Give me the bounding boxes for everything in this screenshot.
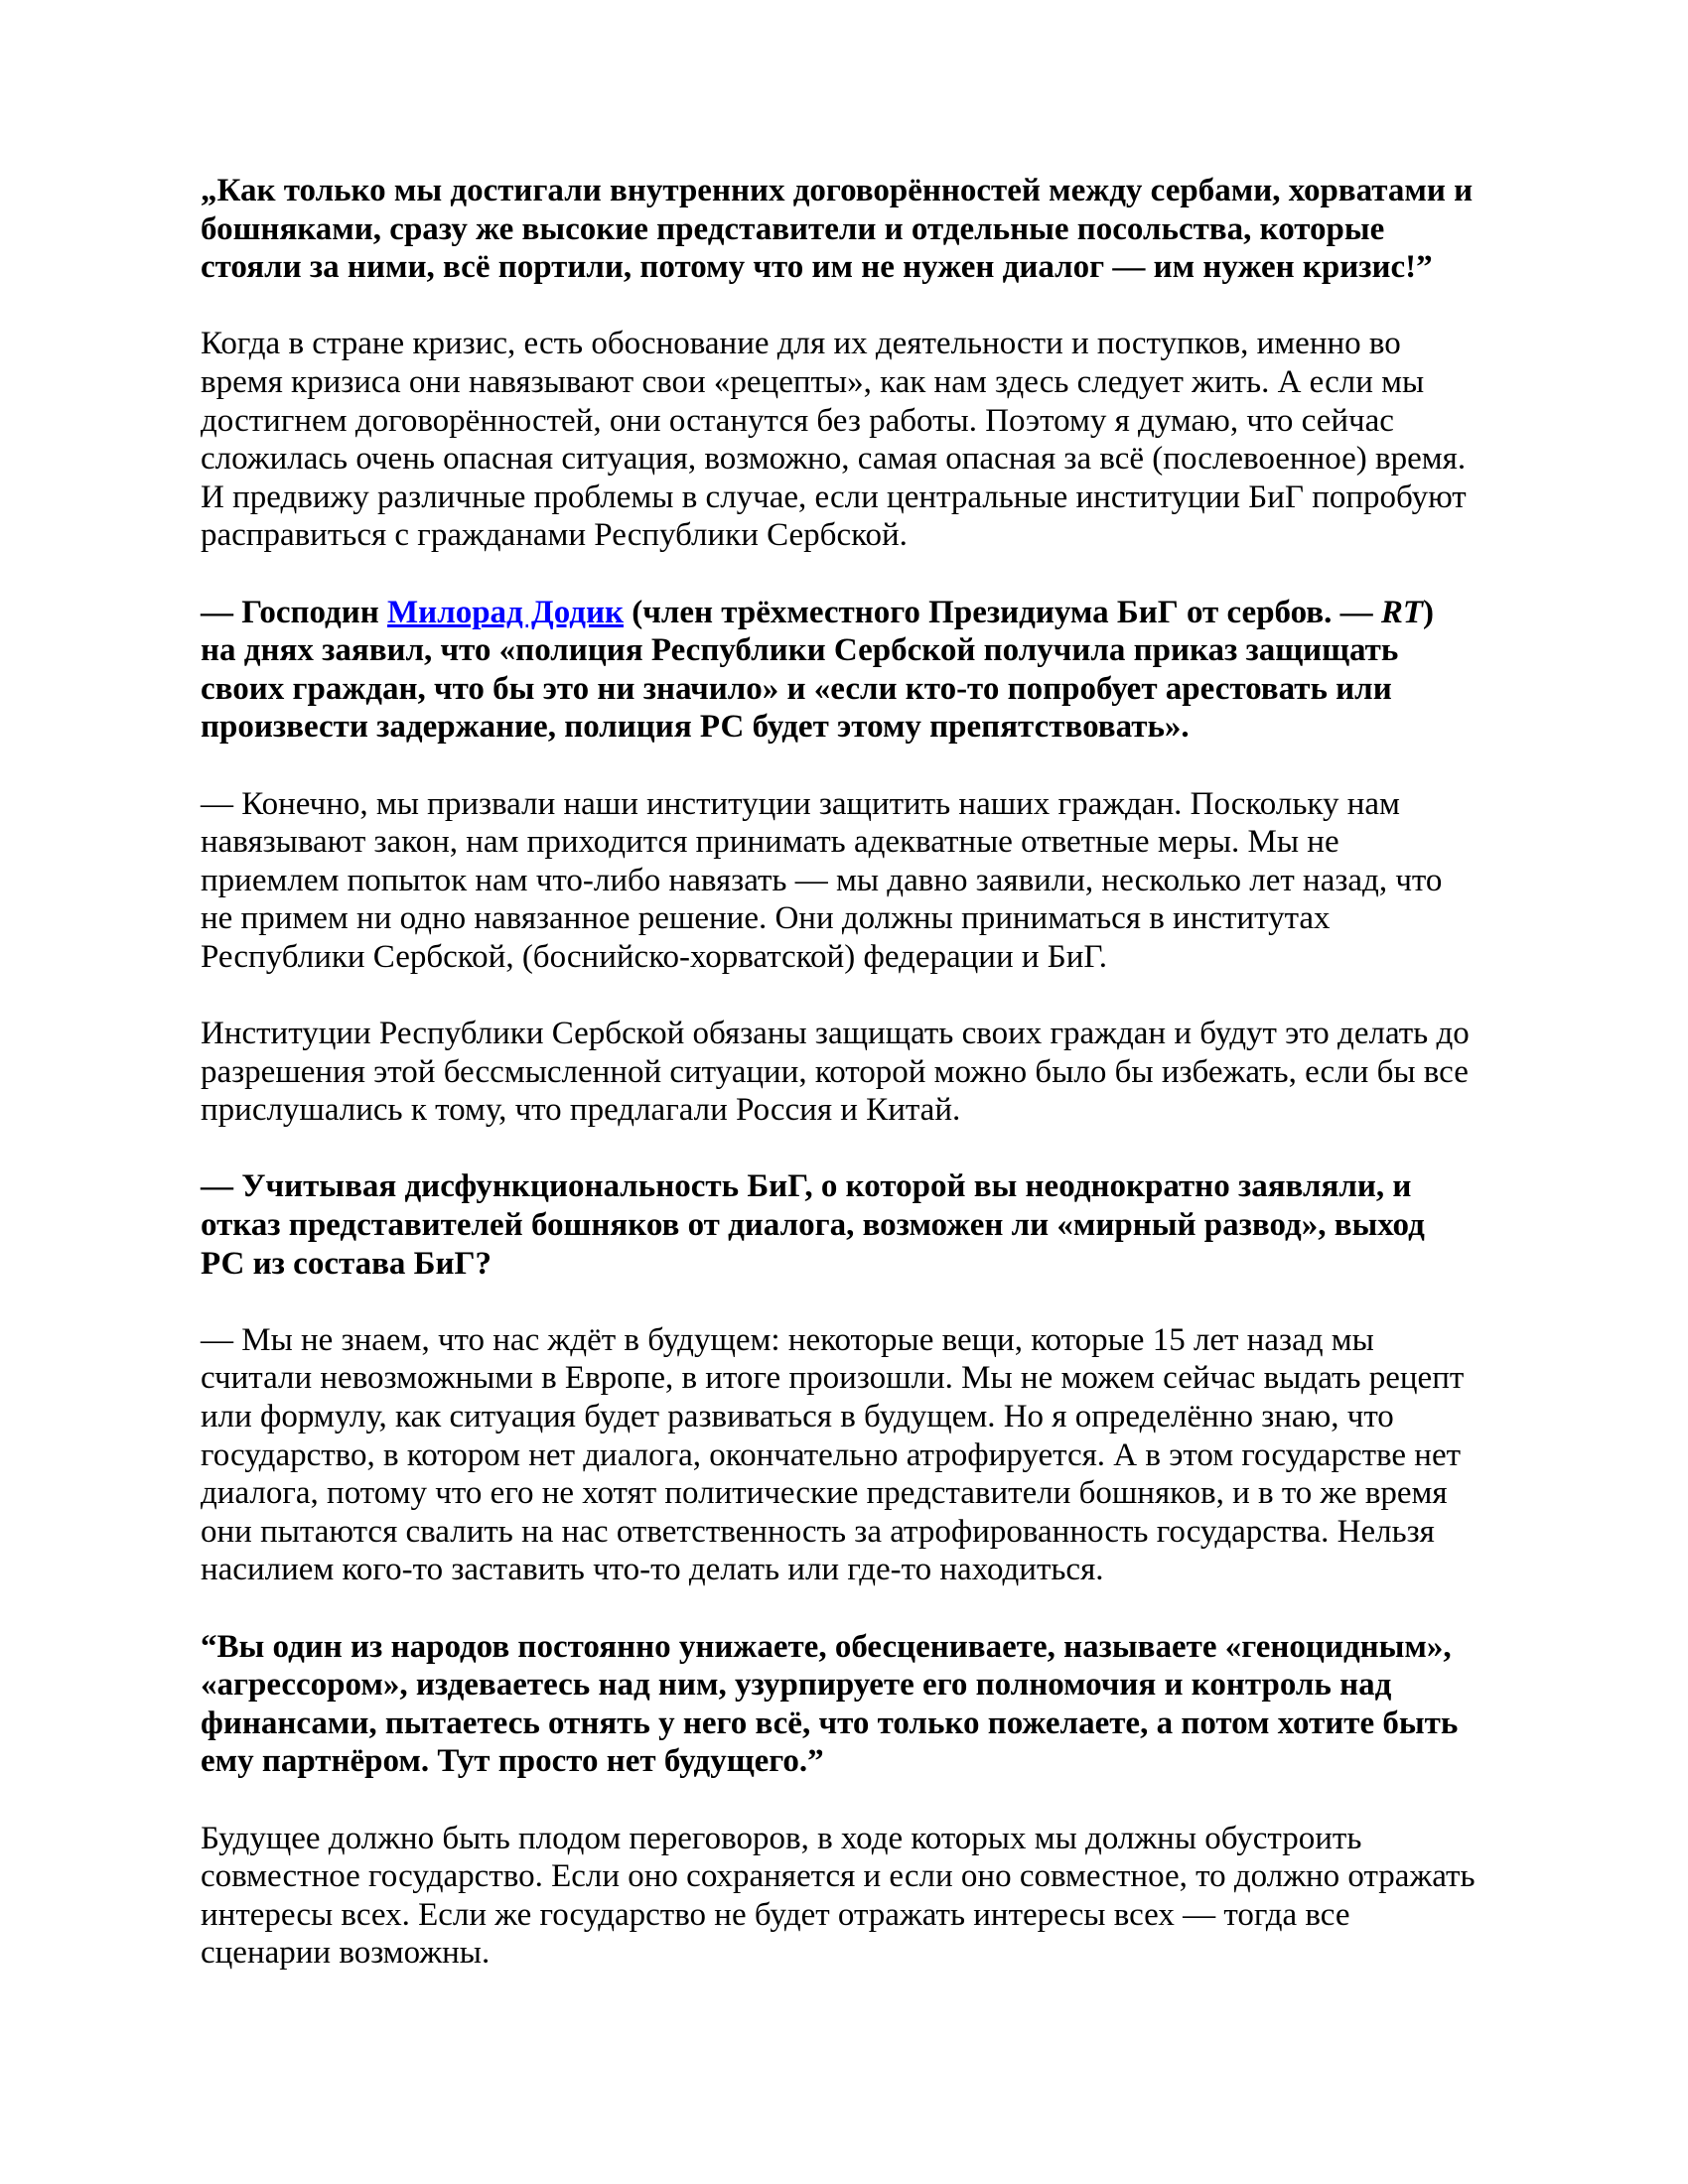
text-line: считали невозможными в Европе, в итоге произошли. Мы не можем сейчас выдать рецепт [201,1360,1465,1397]
text-line: И предвижу различные проблемы в случае, если центральные институции БиГ попробуют [201,478,1467,515]
text-line: «агрессором», издеваетесь над ним, узурпируете его полномочия и контроль над [201,1667,1392,1704]
text-segment: — Господин [201,594,388,630]
text-line: совместное государство. Если оно сохраняется и если оно совместное, то должно отражать [201,1858,1476,1895]
text-line: расправиться с гражданами Республики Сербской. [201,517,908,554]
text-line: сложилась очень опасная ситуация, возможно, самая опасная за всё (послевоенное) время. [201,441,1467,478]
text-line: своих граждан, что бы это ни значило» и «если кто-то попробует арестовать или [201,670,1392,707]
text-line: прислушались к тому, что предлагали Россия и Китай. [201,1092,961,1129]
text-line: они пытаются свалить на нас ответственность за атрофированность государства. Нельзя [201,1513,1435,1550]
text-line: достигнем договорённостей, они останутся без работы. Поэтому я думаю, что сейчас [201,402,1394,439]
text-line: ему партнёром. Тут просто нет будущего.” [201,1743,824,1780]
text-line: — Учитывая дисфункциональность БиГ, о которой вы неоднократно заявляли, и [201,1168,1412,1205]
paragraph-crisis-explanation [201,325,1539,555]
text-line: отказ представителей бошняков от диалога, возможен ли «мирный развод», выход [201,1207,1425,1244]
document-body [201,172,1539,2011]
text-segment: ) [1423,594,1435,630]
milorad-dodik-link[interactable]: Милорад Додик [387,594,624,630]
text-line: РС из состава БиГ? [201,1245,492,1282]
text-line: — Конечно, мы призвали наши институции защитить наших граждан. Поскольку нам [201,785,1400,822]
text-line: Когда в стране кризис, есть обоснование для их деятельности и поступков, именно во [201,326,1401,362]
text-line: “Вы один из народов постоянно унижаете, обесцениваете, называете «геноцидным», [201,1628,1452,1665]
text-line: интересы всех. Если же государство не будет отражать интересы всех — тогда все [201,1896,1350,1933]
text-line: — Мы не знаем, что нас ждёт в будущем: некоторые вещи, которые 15 лет назад мы [201,1321,1374,1358]
text-line: или формулу, как ситуация будет развиваться в будущем. Но я определённо знаю, что [201,1399,1394,1434]
text-line: насилием кого-то заставить что-то делать или где-то находиться. [201,1552,1104,1588]
text-line: время кризиса они навязывают свои «рецепты», как нам здесь следует жить. А если мы [201,363,1425,400]
text-line: государство, в котором нет диалога, окончательно атрофируется. А в этом государстве нет [201,1436,1462,1473]
text-line: стояли за ними, всё портили, потому что им не нужен диалог — им нужен кризис!” [201,249,1433,286]
text-line: диалога, потому что его не хотят политические представители бошняков, и в то же время [201,1475,1448,1512]
text-line: на днях заявил, что «полиция Республики Сербской получила приказ защищать [201,632,1399,669]
paragraph-closing-quote [201,1628,1539,1781]
text-line: произвести задержание, полиция РС будет этому препятствовать». [201,709,1190,746]
text-line: бошняками, сразу же высокие представители и отдельные посольства, которые [201,210,1385,247]
text-segment: (член трёхместного Президиума БиГ от сербов. — [623,594,1381,630]
paragraph-future-negotiations [201,1820,1539,1973]
text-line: „Как только мы достигали внутренних договорённостей между сербами, хорватами и [201,173,1474,208]
text-line: сценарии возможны. [201,1935,491,1972]
text-line [201,594,1539,632]
paragraph-question-divorce [201,1167,1539,1283]
text-line: навязывают закон, нам приходится принимать адекватные ответные меры. Мы не [201,824,1339,861]
paragraph-protect-citizens [201,1015,1539,1130]
text-line: Институции Республики Сербской обязаны защищать своих граждан и будут это делать до [201,1016,1470,1052]
text-line: Будущее должно быть плодом переговоров, в ходе которых мы должны обустроить [201,1820,1362,1856]
text-line: Республики Сербской, (боснийско-хорватской) федерации и БиГ. [201,938,1107,975]
rt-attribution-italic: RT [1380,594,1424,630]
text-line: финансами, пытаетесь отнять у него всё, что только пожелаете, а потом хотите быть [201,1705,1459,1741]
paragraph-question-dodik [201,594,1539,747]
text-line: не примем ни одно навязанное решение. Они должны приниматься в институтах [201,900,1331,937]
paragraph-opening-quote [201,172,1539,287]
paragraph-answer-institutions [201,785,1539,977]
text-line: разрешения этой бессмысленной ситуации, которой можно было бы избежать, если бы все [201,1053,1469,1090]
text-line: приемлем попыток нам что-либо навязать — мы давно заявили, несколько лет назад, что [201,862,1443,898]
paragraph-answer-future [201,1321,1539,1589]
